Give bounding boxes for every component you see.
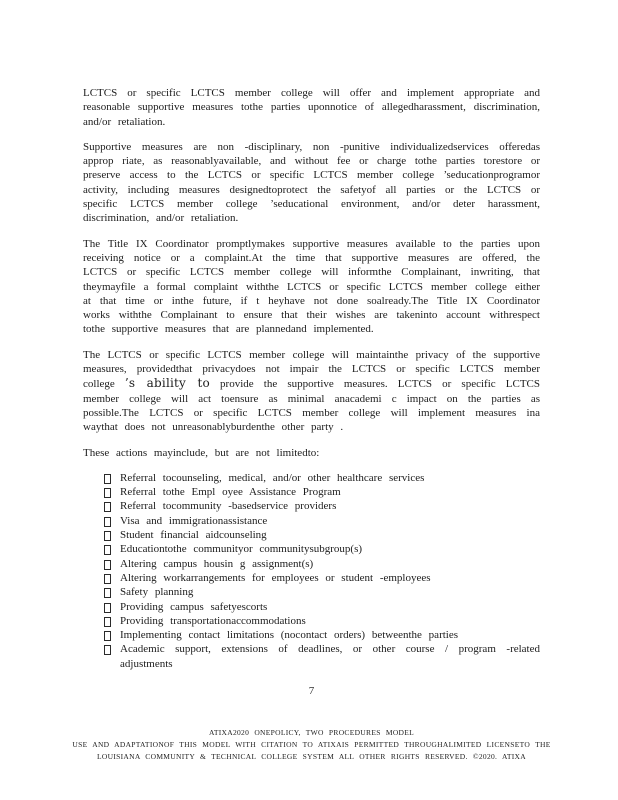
- footer-line-license: USE AND ADAPTATIONOF THIS MODEL WITH CITATION TO ATIXAIS PERMITTED THROUGHALIMITED LICENSETO THE: [72, 739, 551, 749]
- bullet-box-icon: [104, 502, 111, 512]
- paragraph-privacy-text-after: provide the supportive measures. LCTCS or specific LCTCS member college will act toensure as minimal anacademi c impact on the parties as possible.The LCTCS or specific LCTCS member college will implement measures ina waythat does not unreasonablyburdenthe other party .: [83, 378, 540, 434]
- list-item: [83, 471, 540, 485]
- list-item-text: Safety planning: [120, 586, 194, 599]
- list-item: [83, 557, 540, 571]
- list-item-text: Implementing contact limitations (nocontact orders) betweenthe parties: [120, 629, 459, 642]
- list-item: [83, 528, 540, 542]
- list-item: [83, 485, 540, 499]
- list-item-text: Referral tocounseling, medical, and/or other healthcare services: [120, 471, 425, 484]
- list-item: [83, 642, 540, 671]
- bullet-box-icon: [104, 603, 111, 613]
- list-item: [83, 600, 540, 614]
- bullet-box-icon: [104, 574, 111, 584]
- bullet-box-icon: [104, 545, 111, 555]
- paragraph-privacy-text-before: The LCTCS or specific LCTCS member college will maintainthe privacy of the supportive measures, providedthat privacydoes not impair the LCTCS or specific LCTCS member college: [83, 348, 540, 391]
- bullet-box-icon: [104, 488, 111, 498]
- list-item: [83, 499, 540, 513]
- bullet-box-icon: [104, 617, 111, 627]
- list-item-text: Referral tocommunity -basedservice providers: [120, 500, 337, 513]
- bullet-box-icon: [104, 531, 111, 541]
- list-item-text: Providing campus safetyescorts: [120, 600, 268, 613]
- paragraph-privacy-emphasized-text: ’s ability to: [124, 376, 210, 391]
- footer-line-copyright: LOUISIANA COMMUNITY & TECHNICAL COLLEGE SYSTEM ALL OTHER RIGHTS RESERVED. ©2020. ATIXA: [97, 751, 526, 761]
- footer-line-title: ATIXA2020 ONEPOLICY, TWO PROCEDURES MODEL: [208, 727, 415, 737]
- paragraph-supportive-offer: LCTCS or specific LCTCS member college will offer and implement appropriate and reasonable supportive measures tothe parties uponnotice of allegedharassment, discrimination, and/or retaliation.: [83, 87, 540, 128]
- supportive-measures-list: [83, 471, 540, 671]
- list-item: [83, 614, 540, 628]
- list-item-text: Altering campus housin g assignment(s): [120, 557, 314, 570]
- list-item-text: Altering workarrangements for employees or student -employees: [120, 571, 431, 584]
- bullet-box-icon: [104, 588, 111, 598]
- list-item: [83, 571, 540, 585]
- list-item: [83, 542, 540, 556]
- list-item-text: Visa and immigrationassistance: [120, 514, 268, 527]
- list-item-text: Providing transportationaccommodations: [120, 614, 306, 627]
- list-item-text: Educationtothe communityor communitysubgroup(s): [120, 543, 363, 556]
- bullet-box-icon: [104, 560, 111, 570]
- list-item-text: Referral tothe Empl oyee Assistance Program: [120, 486, 341, 499]
- page-number: 7: [308, 684, 315, 697]
- bullet-box-icon: [104, 474, 111, 484]
- list-item-text: Student financial aidcounseling: [120, 529, 267, 542]
- page-content: [72, 86, 551, 763]
- list-item: [83, 585, 540, 599]
- paragraph-coordinator-duties: The Title IX Coordinator promptlymakes supportive measures available to the parties upon receiving notice or a complaint.At the time that supportive measures are offered, the LCTCS or specific LCTCS member college will informthe Complainant, inwriting, that theymayfile a formal complaint withthe LCTCS or specific LCTCS member college either at that time or inthe future, if t heyhave not done soalready.The Title IX Coordinator works withthe Complainant to ensure that their wishes are takeninto account withrespect tothe supportive measures that are plannedand implemented.: [83, 237, 540, 336]
- list-item: [83, 628, 540, 642]
- bullet-box-icon: [104, 645, 111, 655]
- bullet-box-icon: [104, 631, 111, 641]
- paragraph-measures-definition: Supportive measures are non -disciplinary, non -punitive individualizedservices offeredas approp riate, as reasonablyavailable, and without fee or charge tothe parties torestore or preserve access to the LCTCS or specific LCTCS member college ’seducationprogramor activity, including measures designedtoprotect the safetyof all parties or the LCTCS or specific LCTCS member college ’seducational environment, and/or deter harassment, discrimination, and/or retaliation.: [83, 140, 540, 225]
- footer: [23, 727, 600, 763]
- list-item: [83, 514, 540, 528]
- bullet-box-icon: [104, 517, 111, 527]
- list-item-text: Academic support, extensions of deadlines, or other course / program -related adjustments: [120, 643, 540, 670]
- paragraph-privacy: [83, 348, 540, 435]
- paragraph-list-intro: These actions mayinclude, but are not limitedto:: [83, 446, 320, 459]
